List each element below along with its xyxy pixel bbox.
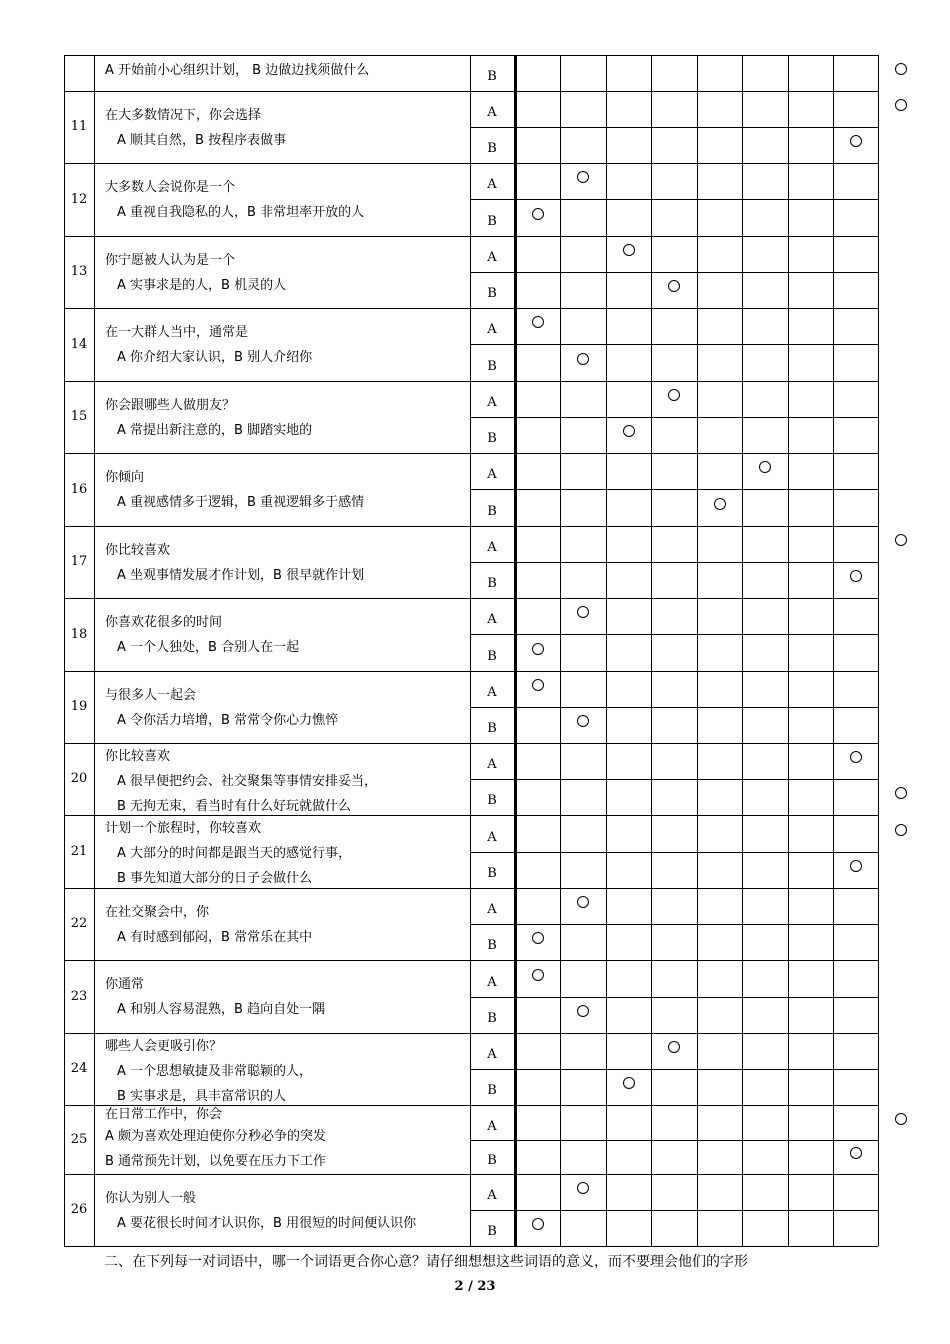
option-text: A 要花很长时间才认识你，B 用很短的时间便认识你 — [117, 1216, 417, 1231]
question-number: 21 — [70, 843, 88, 859]
row-divider — [64, 743, 878, 744]
answer-circle-mark[interactable] — [577, 896, 589, 908]
option-b-label: B — [487, 1153, 497, 1168]
ab-divider — [470, 1069, 878, 1070]
answer-circle-mark[interactable] — [577, 715, 589, 727]
option-text: B 无拘无束，看当时有什么好玩就做什么 — [117, 799, 352, 814]
option-a-label: A — [487, 250, 497, 265]
row-divider — [64, 453, 878, 454]
option-text: A 顺其自然，B 按程序表做事 — [117, 133, 287, 148]
question-text: 大多数人会说你是一个 — [105, 180, 236, 195]
row-divider — [64, 598, 878, 599]
answer-circle-mark[interactable] — [850, 751, 862, 763]
question-text: 在日常工作中，你会 — [105, 1107, 223, 1122]
question-text: 你比较喜欢 — [105, 749, 171, 764]
answer-circle-mark[interactable] — [577, 1182, 589, 1194]
answer-circle-mark[interactable] — [532, 643, 544, 655]
row-divider — [64, 308, 878, 309]
answer-circle-mark[interactable] — [532, 316, 544, 328]
answer-circle-mark[interactable] — [577, 171, 589, 183]
question-number: 22 — [70, 916, 88, 931]
option-a-label: A — [487, 829, 497, 845]
questionnaire-table — [64, 55, 878, 1246]
answer-circle-mark[interactable] — [668, 389, 680, 401]
option-b-label: B — [487, 1011, 497, 1026]
option-b-label: B — [487, 213, 497, 229]
answer-column-divider — [697, 55, 698, 1246]
ab-divider — [470, 272, 878, 273]
ab-divider — [470, 127, 878, 128]
row-divider — [64, 1105, 878, 1106]
option-text: A 令你活力培增，B 常常令你心力憔悴 — [117, 713, 339, 728]
question-text: 在大多数情况下，你会选择 — [105, 108, 262, 123]
question-text: 在社交聚会中，你 — [105, 905, 210, 920]
option-b-label: B — [487, 141, 497, 156]
row-divider — [64, 55, 878, 56]
option-text: A 很早便把约会、社交聚集等事情安排妥当， — [117, 774, 378, 789]
option-a-label: A — [487, 902, 497, 917]
option-text: A 一个人独处，B 合别人在一起 — [117, 640, 300, 655]
option-text: A 你介绍大家认识，B 别人介绍你 — [117, 350, 313, 365]
row-divider — [64, 236, 878, 237]
option-a-label: A — [487, 395, 497, 410]
answer-column-divider — [833, 55, 834, 1246]
option-a-label: A — [487, 540, 497, 555]
question-number: 16 — [70, 481, 88, 497]
question-number: 14 — [70, 336, 88, 352]
option-b-label: B — [487, 1224, 497, 1239]
row-divider — [64, 381, 878, 382]
row-divider — [64, 91, 878, 92]
question-number: 12 — [70, 191, 88, 207]
ab-divider — [470, 199, 878, 200]
answer-circle-mark[interactable] — [532, 1218, 544, 1230]
option-a-label: A — [487, 105, 497, 120]
option-text: B 通常预先计划，以免要在压力下工作 — [105, 1154, 327, 1169]
row-divider — [64, 1174, 878, 1175]
answer-circle-mark[interactable] — [850, 570, 862, 582]
answer-circle-mark[interactable] — [895, 63, 907, 75]
answer-circle-mark[interactable] — [895, 1113, 907, 1125]
option-b-label: B — [487, 721, 497, 736]
option-text: A 开始前小心组织计划， B 边做边找须做什么 — [105, 63, 370, 78]
question-text: 哪些人会更吸引你？ — [105, 1039, 223, 1054]
option-b-label: B — [487, 938, 497, 953]
answer-column-divider — [560, 55, 561, 1246]
ab-divider — [470, 779, 878, 780]
option-text: B 事先知道大部分的日子会做什么 — [117, 871, 313, 886]
number-column-divider — [94, 55, 95, 1246]
answer-column-divider — [788, 55, 789, 1246]
answer-circle-mark[interactable] — [895, 99, 907, 111]
question-text: 你喜欢花很多的时间 — [105, 615, 223, 630]
option-text: A 重视自我隐私的人，B 非常坦率开放的人 — [117, 205, 365, 220]
question-number: 23 — [70, 988, 88, 1004]
page-number: 2 / 23 — [454, 1279, 496, 1294]
row-divider — [64, 163, 878, 164]
section-instruction: 二、在下列每一对词语中，哪一个词语更合你心意？请仔细想想这些词语的意义，而不要理会他们的字形 — [104, 1254, 748, 1270]
answer-circle-mark[interactable] — [850, 860, 862, 872]
option-a-label: A — [487, 467, 497, 482]
question-number: 15 — [70, 409, 88, 424]
answer-column-divider — [742, 55, 743, 1246]
option-a-label: A — [487, 685, 497, 700]
answer-circle-mark[interactable] — [895, 787, 907, 799]
question-number: 17 — [70, 554, 88, 569]
option-b-label: B — [487, 503, 497, 519]
row-divider — [64, 888, 878, 889]
option-text: A 大部分的时间都是跟当天的感觉行事， — [117, 846, 352, 861]
row-divider — [64, 526, 878, 527]
question-text: 你认为别人一般 — [105, 1191, 197, 1206]
ab-divider — [470, 1210, 878, 1211]
option-text: A 一个思想敏捷及非常聪颖的人， — [117, 1064, 313, 1079]
question-number: 20 — [70, 771, 88, 786]
question-number: 11 — [70, 119, 88, 134]
ab-divider — [470, 852, 878, 853]
answer-circle-mark[interactable] — [532, 932, 544, 944]
answer-circle-mark[interactable] — [668, 1041, 680, 1053]
option-b-label: B — [487, 793, 497, 808]
option-text: A 和别人容易混熟，B 趋向自处一隅 — [117, 1002, 326, 1017]
ab-divider — [470, 707, 878, 708]
question-text: 计划一个旅程时，你较喜欢 — [105, 821, 262, 836]
answer-circle-mark[interactable] — [532, 679, 544, 691]
option-a-label: A — [487, 1188, 497, 1203]
ab-divider — [470, 489, 878, 490]
answer-circle-mark[interactable] — [850, 1147, 862, 1159]
row-divider — [64, 1246, 878, 1247]
answer-circle-mark[interactable] — [714, 498, 726, 510]
option-text: A 重视感情多于逻辑，B 重视逻辑多于感情 — [117, 495, 365, 510]
ab-divider — [470, 562, 878, 563]
option-text: B 实事求是，具丰富常识的人 — [117, 1089, 287, 1104]
answer-column-divider — [651, 55, 652, 1246]
answer-circle-mark[interactable] — [623, 425, 635, 437]
question-number: 18 — [70, 626, 88, 642]
question-text: 你通常 — [105, 977, 145, 992]
answer-circle-mark[interactable] — [668, 280, 680, 292]
answer-circle-mark[interactable] — [577, 1005, 589, 1017]
option-text: A 常提出新注意的，B 脚踏实地的 — [117, 423, 313, 438]
row-divider — [64, 1033, 878, 1034]
option-text: A 实事求是的人，B 机灵的人 — [117, 278, 287, 293]
ab-divider — [470, 634, 878, 635]
answer-circle-mark[interactable] — [623, 244, 635, 256]
option-a-label: A — [487, 757, 497, 772]
question-number: 26 — [70, 1202, 88, 1217]
option-text: A 颇为喜欢处理迫使你分秒必争的突发 — [105, 1129, 327, 1144]
option-a-label: A — [487, 322, 497, 337]
option-b-label: B — [487, 358, 497, 374]
question-number: 13 — [70, 264, 88, 279]
question-text: 在一大群人当中，通常是 — [105, 325, 249, 340]
row-divider — [64, 960, 878, 961]
ab-divider — [470, 997, 878, 998]
option-a-label: A — [487, 177, 497, 192]
question-text: 你倾向 — [105, 470, 145, 485]
question-number: 19 — [70, 699, 88, 714]
question-number: 24 — [70, 1061, 88, 1076]
answer-column-divider — [606, 55, 607, 1246]
question-text: 你会跟哪些人做朋友？ — [105, 398, 236, 413]
answer-circle-mark[interactable] — [577, 606, 589, 618]
option-b-label: B — [487, 866, 497, 881]
answer-column-divider — [878, 55, 879, 1246]
option-b-label: B — [487, 648, 497, 664]
answer-circle-mark[interactable] — [895, 534, 907, 546]
ab-divider — [470, 417, 878, 418]
option-text: A 有时感到郁闷，B 常常乐在其中 — [117, 930, 313, 945]
answer-circle-mark[interactable] — [759, 461, 771, 473]
option-text: A 坐观事情发展才作计划，B 很早就作计划 — [117, 568, 365, 583]
ab-divider — [470, 344, 878, 345]
question-text: 你比较喜欢 — [105, 543, 171, 558]
option-a-label: A — [487, 612, 497, 627]
answer-circle-mark[interactable] — [623, 1077, 635, 1089]
ab-divider — [470, 1140, 878, 1141]
answer-column-divider — [514, 55, 517, 1246]
option-a-label: A — [487, 1118, 497, 1134]
answer-circle-mark[interactable] — [850, 135, 862, 147]
row-divider — [64, 671, 878, 672]
answer-circle-mark[interactable] — [532, 969, 544, 981]
option-b-label: B — [487, 576, 497, 591]
option-b-label: B — [487, 69, 497, 84]
option-b-label: B — [487, 431, 497, 446]
option-a-label: A — [487, 1047, 497, 1062]
question-text: 你宁愿被人认为是一个 — [105, 253, 236, 268]
answer-circle-mark[interactable] — [532, 208, 544, 220]
answer-circle-mark[interactable] — [577, 353, 589, 365]
ab-divider — [470, 924, 878, 925]
option-b-label: B — [487, 1083, 497, 1098]
option-b-label: B — [487, 286, 497, 301]
question-number: 25 — [70, 1131, 88, 1147]
row-divider — [64, 815, 878, 816]
answer-circle-mark[interactable] — [895, 824, 907, 836]
question-text: 与很多人一起会 — [105, 688, 197, 703]
option-a-label: A — [487, 974, 497, 990]
